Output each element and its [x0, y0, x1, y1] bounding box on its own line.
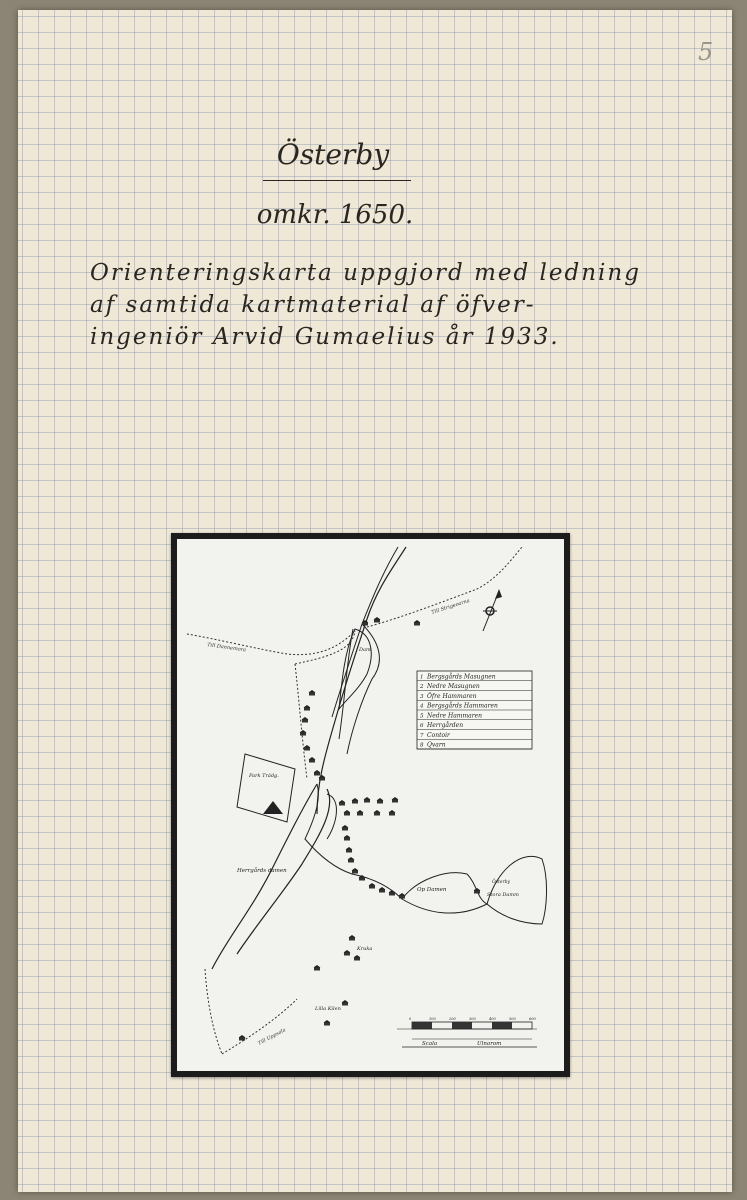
scale-tick-label: 400 — [489, 1017, 496, 1021]
legend-item-number: 2 — [420, 684, 424, 690]
label-op-damen: Op Damen — [417, 887, 447, 893]
legend-item-label: Herrgården — [427, 722, 464, 729]
scale-tick-label: 100 — [429, 1017, 436, 1021]
house-icon — [389, 810, 396, 816]
scale-tick-label: 200 — [449, 1017, 456, 1021]
legend-item-number: 1 — [420, 674, 424, 681]
label-osterby: Österby — [492, 880, 511, 885]
legend-item-label: Öfre Hammaren — [427, 692, 477, 700]
label-dam: Dam — [359, 647, 371, 653]
house-icon — [304, 745, 311, 751]
house-icon — [377, 798, 384, 804]
house-icon — [344, 835, 351, 841]
park-garden-plot — [237, 754, 295, 822]
house-icon — [309, 690, 316, 696]
page-number: 5 — [698, 38, 714, 66]
label-kruka: Kruka — [357, 946, 373, 952]
house-icon — [352, 868, 359, 874]
house-icon — [474, 888, 481, 894]
house-icon — [302, 717, 309, 723]
archival-page — [18, 10, 732, 1192]
house-icon — [389, 890, 396, 896]
document-date: omkr. 1650. — [256, 200, 414, 230]
map-legend — [417, 671, 532, 749]
house-icon — [399, 893, 406, 899]
legend-item-number: 5 — [420, 713, 424, 720]
label-herrgards-damen: Herrgårds damen — [237, 868, 287, 874]
house-icon — [342, 1000, 349, 1006]
house-icon — [346, 847, 353, 853]
house-icon — [309, 757, 316, 763]
document-title: Österby — [276, 138, 390, 171]
label-road-uppsala: Till Uppsala — [257, 1027, 287, 1047]
legend-item-label: Qvarn — [427, 741, 446, 749]
legend-item-number: 8 — [420, 742, 424, 749]
description-line-3: ingeniör Arvid Gumaelius år 1933. — [90, 324, 560, 350]
house-icon — [339, 800, 346, 806]
label-lilla-kilen: Lilla Kilen — [315, 1006, 341, 1012]
house-icon — [369, 883, 376, 889]
label-stora-damm: Stora Damm — [487, 892, 519, 898]
label-road-dannemora: Till Dannemora — [206, 642, 247, 654]
house-icon — [314, 770, 321, 776]
house-icon — [362, 620, 369, 626]
scale-tick-label: 600 — [529, 1017, 536, 1021]
house-icon — [357, 810, 364, 816]
house-icon — [349, 935, 356, 941]
legend-item-number: 4 — [420, 703, 424, 710]
scale-caption-right: Ulnarom — [477, 1041, 502, 1047]
legend-item-number: 7 — [420, 732, 424, 739]
mounted-map-photograph — [171, 533, 570, 1077]
legend-item-label: Nedre Hammaren — [427, 712, 483, 720]
house-icon — [354, 955, 361, 961]
house-icon — [319, 775, 326, 781]
scale-tick-label: 500 — [509, 1017, 516, 1021]
park-label: Park Trädg. — [249, 773, 279, 779]
house-icon — [314, 965, 321, 971]
house-icon — [352, 798, 359, 804]
house-icon — [344, 950, 351, 956]
house-icon — [348, 857, 355, 863]
scale-tick-label: 0 — [409, 1017, 412, 1021]
house-icon — [344, 810, 351, 816]
map-sheet — [177, 539, 564, 1071]
house-icon — [392, 797, 399, 803]
orientation-map — [177, 539, 564, 1071]
legend-item-number: 3 — [420, 693, 424, 700]
compass-rose-icon — [483, 589, 502, 631]
scale-caption-left: Scala — [422, 1041, 438, 1047]
scale-tick-label: 300 — [469, 1017, 476, 1021]
house-icon — [374, 617, 381, 623]
label-road-strigeoarna: Till Strigeoarna — [430, 597, 471, 616]
house-icon — [300, 730, 307, 736]
house-icon — [379, 887, 386, 893]
house-icon — [324, 1020, 331, 1026]
house-icon — [414, 620, 421, 626]
title-underline — [263, 180, 411, 181]
legend-item-number: 6 — [420, 723, 424, 729]
house-icon — [239, 1035, 246, 1041]
map-scale-bar — [397, 1017, 537, 1047]
description-line-1: Orienteringskarta uppgjord med ledning — [90, 260, 641, 286]
description-line-2: af samtida kartmaterial af öfver- — [90, 292, 536, 318]
legend-item-label: Nedre Masugnen — [427, 683, 480, 690]
legend-item-label: Bergsgårds Masugnen — [427, 673, 496, 681]
house-icon — [374, 810, 381, 816]
house-icon — [364, 797, 371, 803]
legend-item-label: Bergsgårds Hammaren — [427, 702, 498, 710]
house-icon — [342, 825, 349, 831]
legend-item-label: Contoir — [427, 731, 450, 739]
house-icon — [304, 705, 311, 711]
